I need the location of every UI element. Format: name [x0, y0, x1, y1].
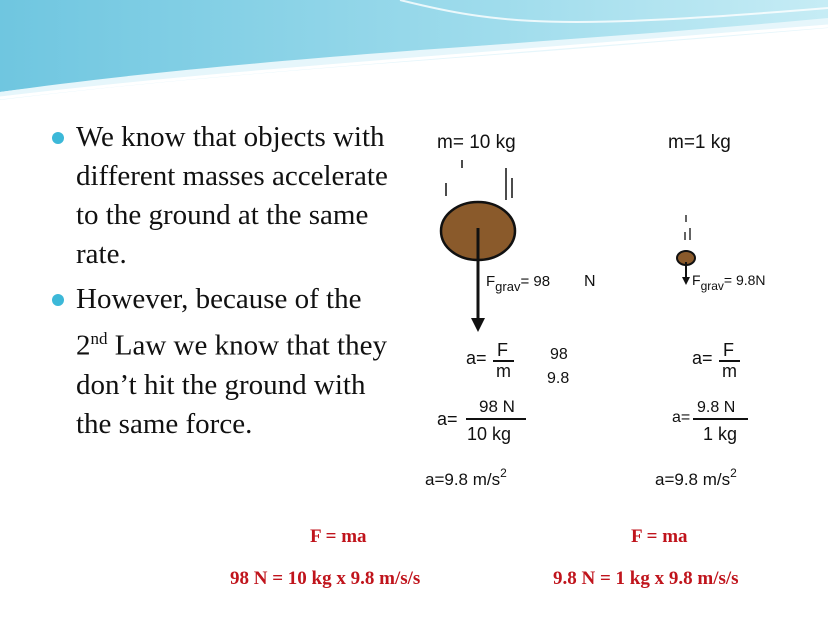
right-motion-lines-icon: [685, 215, 690, 240]
left-side-bottom: 9.8: [547, 370, 570, 387]
left-num2: 98 N: [479, 397, 515, 416]
right-mass-label: m=1 kg: [668, 132, 731, 153]
left-result: a=9.8 $m/s^2$: [425, 466, 507, 489]
left-equation-calc: 98 N = 10 kg x 9.8 m/s/s: [230, 568, 421, 589]
left-frac-num: F: [497, 340, 508, 360]
left-fgrav-unit: N: [584, 273, 596, 290]
left-fgrav-label: Fgrav= 98: [486, 273, 551, 294]
bullet-text-sup: nd: [90, 329, 108, 348]
right-a2: a=: [672, 409, 691, 426]
left-force-arrowhead-icon: [471, 318, 485, 332]
right-fgrav-label: Fgrav= 9.8N: [692, 272, 766, 293]
left-frac-den: m: [496, 361, 511, 381]
left-a2: a=: [437, 409, 458, 429]
right-result: a=9.8 $m/s^2$: [655, 466, 737, 489]
right-equation-title: F = ma: [631, 526, 688, 547]
left-side-top: 98: [550, 346, 568, 363]
right-den2: 1 kg: [703, 424, 738, 444]
left-motion-lines-icon: [446, 160, 512, 200]
right-force-arrowhead-icon: [682, 277, 690, 285]
bullet-text-post: Law we know that they don’t hit the ground with the same force.: [76, 329, 387, 440]
right-num2: 9.8 N: [697, 399, 736, 416]
left-mass-label: m= 10 kg: [437, 132, 516, 153]
bullet-text-pre: However, because of the 2: [76, 283, 362, 362]
right-equation-calc: 9.8 N = 1 kg x 9.8 m/s/s: [553, 568, 739, 589]
left-a-formula: a=: [466, 348, 487, 368]
bullet-text: We know that objects with different masses accelerate to the ground at the same rate.: [76, 121, 388, 270]
left-den2: 10 kg: [467, 424, 512, 444]
right-a-formula: a=: [692, 348, 713, 368]
right-frac-num: F: [723, 340, 734, 360]
right-frac-den: m: [722, 361, 737, 381]
left-equation-title: F = ma: [310, 526, 367, 547]
